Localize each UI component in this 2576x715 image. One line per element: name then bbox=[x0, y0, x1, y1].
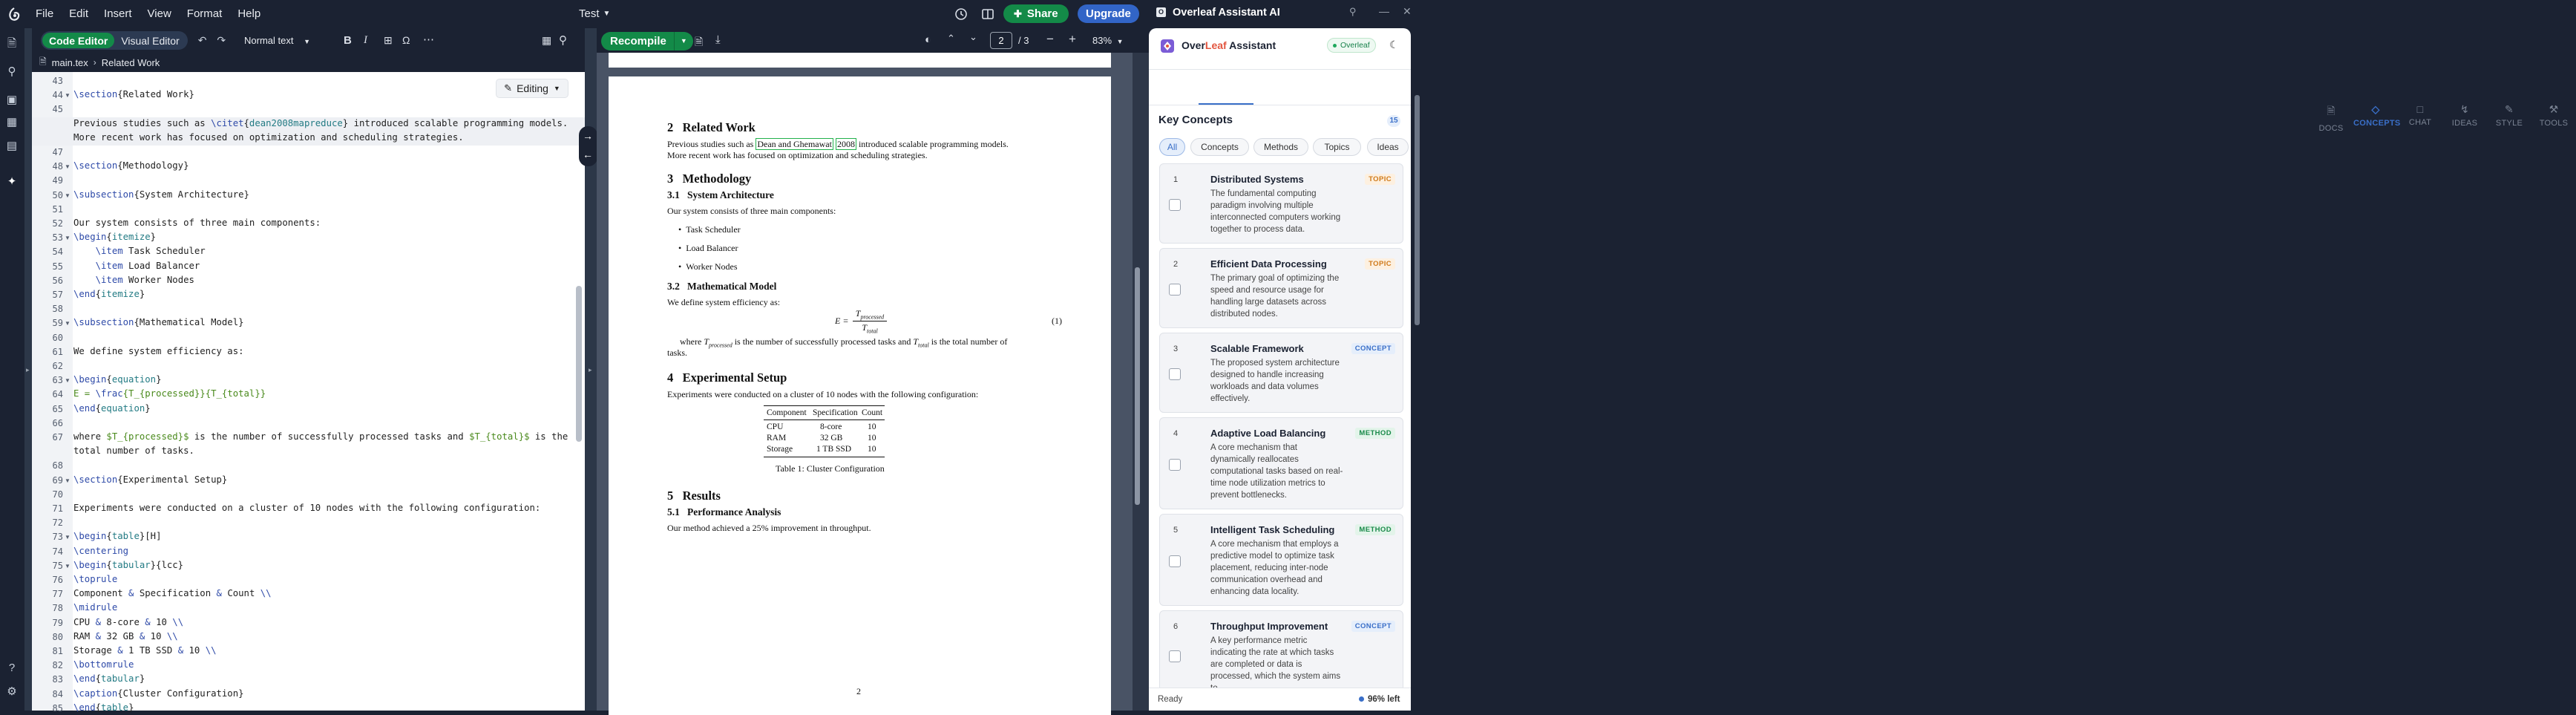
line-number: 85 bbox=[52, 702, 63, 714]
wrench-icon: ⚒ bbox=[2549, 103, 2559, 115]
assistant-footer bbox=[1149, 688, 1411, 711]
line-number: 84 bbox=[52, 688, 63, 699]
status-badge-label: Overleaf bbox=[1340, 41, 1370, 50]
equation-number: (1) bbox=[1052, 316, 1062, 326]
card-description: The proposed system architecture designed to handle increasing workloads and data volumes effectively. bbox=[1210, 359, 1340, 403]
card-title: Throughput Improvement bbox=[1210, 621, 1328, 632]
list-item: • Worker Nodes bbox=[678, 261, 738, 272]
minimize-icon[interactable]: — bbox=[1379, 5, 1389, 17]
card-checkbox[interactable] bbox=[1169, 555, 1181, 567]
line-number: 47 bbox=[52, 147, 63, 157]
text-style-label: Normal text bbox=[244, 35, 294, 46]
fold-toggle-icon[interactable]: ▼ bbox=[65, 477, 71, 484]
card-number: 4 bbox=[1173, 429, 1179, 438]
status-badge bbox=[1327, 38, 1376, 53]
card-checkbox[interactable] bbox=[1169, 650, 1181, 662]
arrow-left-icon[interactable]: ← bbox=[583, 148, 593, 160]
citation-link[interactable]: Dean and Ghemawat bbox=[757, 139, 832, 149]
left-rail bbox=[0, 28, 24, 711]
code-line[interactable]: \begin{equation} bbox=[73, 374, 162, 385]
card-type-tag: METHOD bbox=[1355, 428, 1395, 439]
app-icon: O bbox=[1156, 7, 1166, 17]
card-description: A core mechanism that employs a predictive model to optimize task placement, reducing inter-node communication overhead and enhancing data locality. bbox=[1210, 540, 1339, 596]
editor-scrollbar[interactable] bbox=[576, 286, 582, 442]
page-number-input[interactable]: 2 bbox=[990, 32, 1012, 49]
code-line[interactable]: \section{Experimental Setup} bbox=[73, 474, 228, 485]
assistant-brand: OverLeaf Assistant bbox=[1182, 39, 1276, 51]
table-cell: RAM bbox=[767, 434, 787, 443]
code-line[interactable]: \bottomrule bbox=[73, 659, 134, 670]
breadcrumb-section[interactable]: Related Work bbox=[101, 56, 160, 68]
usage-dot bbox=[1359, 696, 1364, 702]
section-heading: 5 Results bbox=[667, 489, 721, 503]
line-number: 43 bbox=[52, 76, 63, 86]
pencil-icon: ✎ bbox=[504, 82, 513, 94]
code-line[interactable]: Previous studies such as \citet{dean2008mapreduce} introduced scalable programming models. bbox=[73, 117, 568, 128]
line-number: 54 bbox=[52, 247, 63, 258]
code-line[interactable]: \end{equation} bbox=[73, 402, 151, 414]
line-number: 66 bbox=[52, 417, 63, 428]
related-paragraph-line2: More recent work has focused on optimization and scheduling strategies. bbox=[667, 150, 928, 160]
fold-toggle-icon[interactable]: ▼ bbox=[65, 192, 71, 199]
table-header: Specification bbox=[813, 408, 858, 417]
project-title-menu[interactable] bbox=[579, 7, 610, 20]
table-icon[interactable]: ⊞ bbox=[384, 34, 393, 46]
code-editor-tab[interactable]: Code Editor bbox=[42, 33, 114, 48]
pdf-viewer[interactable] bbox=[597, 53, 1149, 711]
concept-card[interactable] bbox=[1159, 163, 1403, 244]
table-cell: 10 bbox=[868, 422, 876, 431]
line-number: 44 bbox=[52, 90, 63, 101]
pin-icon[interactable]: ⚲ bbox=[1349, 6, 1357, 17]
chevron-right-icon: ▸ bbox=[26, 366, 30, 373]
line-number: 83 bbox=[52, 674, 63, 685]
contrast-icon[interactable]: ◐ bbox=[925, 33, 932, 46]
card-title: Distributed Systems bbox=[1210, 174, 1304, 185]
assistant-window-title: Overleaf Assistant AI bbox=[1173, 7, 1280, 19]
line-number: 57 bbox=[52, 290, 63, 300]
arrow-right-icon[interactable]: → bbox=[583, 130, 593, 142]
code-line[interactable]: More recent work has focused on optimization and scheduling strategies. bbox=[73, 131, 464, 143]
card-description: A core mechanism that dynamically reallocates computational tasks based on real-time node utilization metrics to prevent bottlenecks. bbox=[1210, 443, 1343, 500]
code-line[interactable]: \subsection{Mathematical Model} bbox=[73, 317, 244, 328]
equation-lhs: E = bbox=[835, 316, 849, 326]
list-item: • Task Scheduler bbox=[678, 224, 741, 235]
where-line2: tasks. bbox=[667, 347, 687, 358]
section-heading: 2 Related Work bbox=[667, 120, 756, 134]
code-line[interactable]: \item Worker Nodes bbox=[95, 274, 194, 285]
zoom-dropdown[interactable] bbox=[1092, 35, 1124, 46]
subsection-heading: 3.1 System Architecture bbox=[667, 189, 774, 200]
card-type-tag: CONCEPT bbox=[1351, 621, 1395, 632]
fold-toggle-icon[interactable]: ▼ bbox=[65, 377, 71, 385]
upgrade-label: Upgrade bbox=[1086, 7, 1131, 20]
rail-collapse-strip[interactable] bbox=[24, 28, 32, 711]
chevron-right-icon: › bbox=[93, 57, 96, 68]
subsection-heading: 3.2 Mathematical Model bbox=[667, 281, 777, 292]
table-header: Component bbox=[767, 408, 807, 417]
fold-toggle-icon[interactable]: ▼ bbox=[65, 163, 71, 171]
pdf-page bbox=[609, 76, 1111, 715]
undo-icon[interactable]: ↶ bbox=[197, 34, 207, 46]
line-number: 70 bbox=[52, 489, 63, 500]
list-item: • Load Balancer bbox=[678, 243, 738, 253]
menu-format[interactable]: Format bbox=[186, 7, 223, 20]
code-line[interactable]: \item Load Balancer bbox=[95, 260, 200, 271]
code-line[interactable]: Our system consists of three main components: bbox=[73, 218, 321, 228]
line-number: 72 bbox=[52, 518, 63, 529]
concept-card[interactable] bbox=[1159, 417, 1403, 509]
card-number: 3 bbox=[1173, 345, 1179, 353]
count-badge: 15 bbox=[1387, 115, 1400, 127]
filter-ideas[interactable]: Ideas bbox=[1367, 138, 1409, 156]
line-number: 68 bbox=[52, 460, 63, 471]
share-button[interactable] bbox=[1003, 4, 1069, 23]
line-number: 76 bbox=[52, 575, 63, 585]
table-cell: CPU bbox=[767, 422, 784, 431]
add-user-icon: ✚ bbox=[1014, 7, 1022, 19]
line-number: 50 bbox=[52, 189, 63, 200]
ai-sparkle-icon[interactable]: ✦ bbox=[7, 175, 17, 188]
usage-indicator bbox=[1359, 695, 1400, 704]
equation-denominator: $T_{total}$ bbox=[862, 322, 878, 335]
section-heading: 4 Experimental Setup bbox=[667, 370, 787, 385]
line-number: 75 bbox=[52, 560, 63, 571]
assistant-logo-icon bbox=[1161, 39, 1174, 53]
zoom-value: 83% bbox=[1092, 35, 1112, 46]
line-number: 69 bbox=[52, 474, 63, 486]
chat-bubble-icon: □ bbox=[2416, 103, 2424, 115]
usage-label: 96% left bbox=[1368, 695, 1400, 704]
table-cell: Storage bbox=[767, 445, 793, 454]
card-number: 5 bbox=[1173, 526, 1179, 535]
search-icon[interactable]: ⚲ bbox=[7, 65, 16, 78]
code-editor[interactable] bbox=[32, 72, 585, 714]
line-number: 74 bbox=[52, 546, 63, 557]
code-line[interactable]: \midrule bbox=[73, 602, 118, 613]
visual-editor-tab[interactable]: Visual Editor bbox=[121, 35, 180, 47]
card-description: The fundamental computing paradigm involving multiple interconnected computers working together to process data. bbox=[1210, 189, 1341, 234]
review-icon[interactable]: ▦ bbox=[6, 116, 18, 128]
fold-toggle-icon[interactable]: ▼ bbox=[65, 320, 71, 327]
settings-gear-icon[interactable]: ⚙ bbox=[7, 685, 17, 698]
editing-label: Editing bbox=[517, 82, 548, 94]
project-title: Test bbox=[579, 7, 600, 20]
line-number: 80 bbox=[52, 631, 63, 642]
code-line[interactable]: \subsection{System Architecture} bbox=[73, 189, 249, 200]
code-line[interactable]: Experiments were conducted on a cluster of 10 nodes with the following configuration: bbox=[73, 503, 541, 513]
card-title: Scalable Framework bbox=[1210, 343, 1304, 354]
code-line[interactable]: \end{itemize} bbox=[73, 289, 145, 299]
line-number: 79 bbox=[52, 617, 63, 628]
citation-year-link[interactable]: 2008 bbox=[836, 139, 855, 149]
tab-ideas[interactable]: ↯ IDEAS bbox=[2442, 103, 2487, 128]
section-title: Key Concepts bbox=[1158, 114, 1233, 126]
line-number: 51 bbox=[52, 203, 63, 215]
code-line[interactable]: We define system efficiency as: bbox=[73, 345, 244, 356]
code-line[interactable]: total number of tasks. bbox=[73, 445, 194, 457]
code-line[interactable]: \toprule bbox=[73, 574, 118, 584]
previous-page-icon[interactable]: ⌃ bbox=[947, 33, 955, 44]
pen-icon: ✎ bbox=[2504, 103, 2514, 115]
section-heading: 3 Methodology bbox=[667, 172, 752, 186]
editing-mode-dropdown[interactable] bbox=[496, 79, 568, 98]
assistant-scrollbar[interactable] bbox=[1415, 95, 1420, 325]
line-number: 81 bbox=[52, 646, 63, 656]
divider bbox=[1149, 69, 1411, 70]
card-type-tag: TOPIC bbox=[1365, 258, 1395, 270]
card-title: Intelligent Task Scheduling bbox=[1210, 524, 1335, 535]
card-type-tag: METHOD bbox=[1355, 524, 1395, 535]
concept-card[interactable] bbox=[1159, 248, 1403, 328]
chevron-down-icon: ▼ bbox=[603, 10, 611, 18]
more-options-icon[interactable]: ⋯ bbox=[423, 33, 434, 46]
concept-card[interactable] bbox=[1159, 333, 1403, 413]
filter-concepts[interactable]: Concepts bbox=[1190, 138, 1249, 156]
code-line[interactable]: \end{table} bbox=[73, 702, 134, 713]
editor-toolbar bbox=[32, 28, 585, 53]
line-number: 62 bbox=[52, 361, 63, 371]
sync-controls bbox=[579, 126, 597, 166]
tab-style[interactable]: ✎ STYLE bbox=[2487, 103, 2531, 128]
dark-mode-moon-icon[interactable]: ☾ bbox=[1389, 39, 1399, 50]
paragraph: Our method achieved a 25% improvement in throughput. bbox=[667, 523, 871, 533]
code-line[interactable]: \item Task Scheduler bbox=[95, 246, 206, 257]
italic-icon[interactable]: I bbox=[364, 34, 367, 46]
table-cell: 10 bbox=[868, 434, 876, 443]
chevron-down-icon: ▼ bbox=[1116, 38, 1124, 45]
code-line[interactable]: \end{tabular} bbox=[73, 673, 145, 685]
line-number: 67 bbox=[52, 432, 63, 443]
line-number: 61 bbox=[52, 346, 63, 357]
line-number: 71 bbox=[52, 503, 63, 514]
symbol-omega-icon[interactable]: Ω bbox=[402, 34, 410, 46]
fold-toggle-icon[interactable]: ▼ bbox=[65, 235, 71, 242]
status-text: Ready bbox=[1158, 695, 1183, 704]
history-icon[interactable] bbox=[954, 7, 968, 21]
card-title: Efficient Data Processing bbox=[1210, 258, 1327, 270]
pdf-toolbar bbox=[597, 28, 1149, 53]
line-number: 82 bbox=[52, 660, 63, 671]
card-description: A key performance metric indicating the rate at which tasks are completed or data is processed, which the system aims bbox=[1210, 636, 1341, 681]
table-cell: 1 TB SSD bbox=[816, 445, 852, 454]
search-icon[interactable]: ⚲ bbox=[559, 34, 567, 47]
code-line[interactable]: \begin{tabular}{lcc} bbox=[73, 559, 184, 570]
table-midrule bbox=[764, 419, 885, 420]
chevron-right-icon[interactable]: ▸ bbox=[589, 366, 592, 373]
line-number: 48 bbox=[52, 161, 63, 172]
status-dot bbox=[1333, 44, 1337, 48]
lightning-icon: ↯ bbox=[2459, 103, 2470, 115]
bold-icon[interactable]: B bbox=[344, 34, 352, 47]
line-number: 45 bbox=[52, 104, 63, 115]
subsection-heading: 5.1 Performance Analysis bbox=[667, 506, 781, 518]
share-label: Share bbox=[1026, 7, 1058, 20]
table-cell: 32 GB bbox=[820, 434, 843, 443]
code-line[interactable]: Storage & 1 TB SSD & 10 \\ bbox=[73, 645, 217, 656]
redo-icon[interactable]: ↷ bbox=[217, 34, 226, 46]
download-icon[interactable]: ⤓ bbox=[715, 33, 721, 46]
fold-toggle-icon[interactable]: ▼ bbox=[65, 92, 71, 99]
line-number: 65 bbox=[52, 403, 63, 414]
code-line[interactable]: \section{Related Work} bbox=[73, 89, 194, 100]
table-caption: Table 1: Cluster Configuration bbox=[776, 463, 885, 474]
layout-icon[interactable] bbox=[981, 7, 994, 21]
card-number: 6 bbox=[1173, 622, 1179, 631]
log-file-icon[interactable]: 🗎 bbox=[695, 36, 704, 48]
line-number: 77 bbox=[52, 589, 63, 600]
paragraph: Experiments were conducted on a cluster of 10 nodes with the following configuration: bbox=[667, 389, 979, 399]
line-number: 49 bbox=[52, 175, 63, 186]
code-line[interactable]: \section{Methodology} bbox=[73, 160, 189, 172]
top-menu-bar bbox=[0, 0, 1149, 28]
fold-toggle-icon[interactable]: ▼ bbox=[65, 534, 71, 541]
zoom-in-icon[interactable]: + bbox=[1069, 32, 1076, 46]
code-line[interactable]: Component & Specification & Count \\ bbox=[73, 588, 272, 599]
breadcrumb-file[interactable]: main.tex bbox=[51, 56, 88, 68]
menu-insert[interactable]: Insert bbox=[104, 7, 132, 20]
card-description: The primary goal of optimizing the speed and resource usage for handling large datasets across distributed nodes. bbox=[1210, 274, 1340, 319]
next-page-icon[interactable]: ⌄ bbox=[969, 31, 977, 42]
tab-chat[interactable]: □ CHAT bbox=[2398, 103, 2442, 127]
code-line[interactable]: \begin{itemize} bbox=[73, 232, 157, 243]
pane-splitter[interactable] bbox=[585, 28, 597, 711]
breadcrumb bbox=[32, 53, 585, 72]
upgrade-button[interactable] bbox=[1078, 4, 1139, 23]
pdf-scrollbar[interactable] bbox=[1135, 267, 1140, 505]
help-icon[interactable]: ? bbox=[8, 662, 16, 674]
line-number: 55 bbox=[52, 261, 63, 272]
card-checkbox[interactable] bbox=[1169, 459, 1181, 471]
tab-concepts[interactable]: ◇ CONCEPTS bbox=[2353, 103, 2401, 128]
card-type-tag: TOPIC bbox=[1365, 174, 1395, 185]
table-cell: 10 bbox=[868, 445, 876, 454]
line-number: 64 bbox=[52, 389, 63, 400]
card-type-tag: CONCEPT bbox=[1351, 343, 1395, 354]
filter-methods[interactable]: Methods bbox=[1253, 138, 1308, 156]
line-number-gutter bbox=[32, 72, 73, 714]
related-paragraph-line1: Previous studies such as Dean and Ghemawat 2008 introduced scalable programming models. bbox=[667, 139, 1009, 149]
tab-tools[interactable]: ⚒ TOOLS bbox=[2531, 103, 2576, 128]
line-number: 63 bbox=[52, 375, 63, 386]
table-cell: 8-core bbox=[820, 422, 842, 431]
filter-all[interactable]: All bbox=[1159, 138, 1185, 156]
overleaf-logo-icon[interactable] bbox=[7, 7, 21, 22]
line-number: 52 bbox=[52, 218, 63, 229]
card-checkbox[interactable] bbox=[1169, 199, 1181, 211]
chevron-down-icon[interactable]: ▼ bbox=[674, 32, 693, 50]
line-number: 60 bbox=[52, 332, 63, 343]
chevron-down-icon: ▼ bbox=[304, 38, 311, 45]
text-style-dropdown[interactable] bbox=[244, 35, 310, 46]
line-number: 73 bbox=[52, 532, 63, 543]
line-number: 56 bbox=[52, 275, 63, 286]
previous-page-bottom bbox=[609, 53, 1111, 68]
menu-edit[interactable]: Edit bbox=[69, 7, 89, 20]
tab-docs[interactable]: 🗎 DOCS bbox=[2309, 103, 2353, 133]
recompile-button[interactable] bbox=[601, 32, 693, 50]
document-icon: 🗎 bbox=[2327, 105, 2336, 117]
chevron-down-icon: ▼ bbox=[553, 85, 560, 92]
fold-toggle-icon[interactable]: ▼ bbox=[65, 562, 71, 569]
card-checkbox[interactable] bbox=[1169, 284, 1181, 296]
line-number: 59 bbox=[52, 318, 63, 329]
equation-numerator: $T_{processed}$ bbox=[855, 308, 885, 321]
menu-bar bbox=[36, 7, 276, 20]
line-number: 78 bbox=[52, 603, 63, 614]
file-tree-icon[interactable]: 🗎 bbox=[7, 37, 17, 50]
card-title: Adaptive Load Balancing bbox=[1210, 428, 1326, 439]
card-number: 2 bbox=[1173, 260, 1179, 269]
recompile-label: Recompile bbox=[610, 35, 666, 48]
menu-view[interactable]: View bbox=[147, 7, 171, 20]
code-line[interactable]: \centering bbox=[73, 545, 129, 556]
line-number: 53 bbox=[52, 232, 63, 244]
menu-file[interactable]: File bbox=[36, 7, 54, 20]
code-line[interactable]: E = \frac{T_{processed}}{T_{total}} bbox=[73, 388, 266, 399]
code-line[interactable]: CPU & 8-core & 10 \\ bbox=[73, 616, 184, 627]
file-icon: 🗎 bbox=[39, 56, 47, 67]
integrations-icon[interactable]: ▣ bbox=[6, 94, 18, 106]
card-number: 1 bbox=[1173, 175, 1179, 184]
page-total: / 3 bbox=[1018, 35, 1029, 46]
close-icon[interactable]: ✕ bbox=[1403, 5, 1412, 17]
card-checkbox[interactable] bbox=[1169, 368, 1181, 380]
code-line[interactable]: \caption{Cluster Configuration} bbox=[73, 688, 244, 699]
diamond-icon: ◇ bbox=[2371, 103, 2380, 115]
paragraph: We define system efficiency as: bbox=[667, 297, 781, 307]
menu-help[interactable]: Help bbox=[237, 7, 261, 20]
table-toprule bbox=[764, 405, 885, 406]
code-line[interactable]: where $T_{processed}$ is the number of successfully processed tasks and $T_{total}$ is the bbox=[73, 431, 568, 442]
concept-card[interactable] bbox=[1159, 514, 1403, 606]
zoom-out-icon[interactable]: − bbox=[1046, 32, 1054, 46]
chat-icon[interactable]: ▤ bbox=[6, 140, 18, 152]
paragraph: Our system consists of three main components: bbox=[667, 206, 836, 216]
where-line1: where $T_{processed}$ is the number of successfully processed tasks and $T_{total}$ is the total number of bbox=[680, 336, 1008, 349]
editor-mode-toggle[interactable] bbox=[41, 31, 188, 50]
page-number: 2 bbox=[856, 686, 861, 696]
book-icon[interactable]: ▦ bbox=[542, 34, 552, 46]
code-line[interactable]: RAM & 32 GB & 10 \\ bbox=[73, 630, 178, 641]
table-header: Count bbox=[862, 408, 883, 417]
filter-topics[interactable]: Topics bbox=[1313, 138, 1361, 156]
concept-card[interactable] bbox=[1159, 610, 1403, 699]
line-number: 58 bbox=[52, 304, 63, 315]
code-line[interactable]: \begin{table}[H] bbox=[73, 531, 162, 542]
